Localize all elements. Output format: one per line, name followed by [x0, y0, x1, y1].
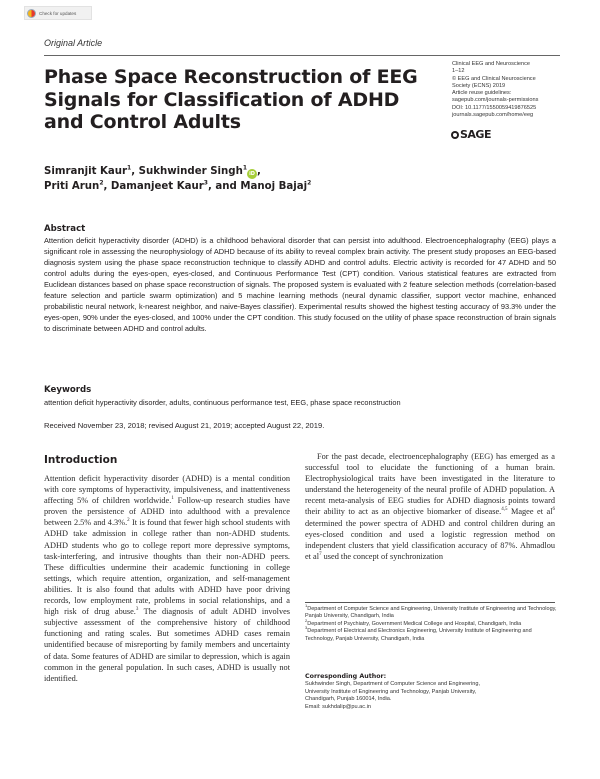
keywords-text: attention deficit hyperactivity disorder, adults, continuous performance test, EEG, phase space reconstruction [44, 398, 401, 407]
author-name: Simranjit Kaur [44, 166, 128, 177]
author-affiliation-marker: 2 [99, 179, 104, 187]
introduction-left-column [44, 473, 290, 684]
journal-home-link[interactable]: journals.sagepub.com/home/eeg [452, 112, 534, 119]
introduction-heading: Introduction [44, 454, 118, 466]
author-name: Manoj Bajaj [240, 181, 308, 192]
article-type-label: Original Article [44, 38, 103, 48]
body-text: Magee et al [507, 507, 553, 517]
reuse-guidelines-label: Article reuse guidelines: [452, 90, 512, 97]
author-name: Priti Arun [44, 181, 100, 192]
author-name: Sukhwinder Singh [138, 166, 243, 177]
affiliation-marker: 3 [305, 625, 308, 631]
corresponding-author-line: University Institute of Engineering and Technology, Panjab University, [305, 688, 477, 695]
citation-marker[interactable]: 7 [319, 552, 322, 558]
article-title: Phase Space Reconstruction of EEG Signals for Classification of ADHD and Control Adults [44, 66, 418, 133]
page-range: 1–12 [452, 68, 465, 75]
abstract-text: Attention deficit hyperactivity disorder (ADHD) is a childhood behavioral disorder that can persist into adulthood. Electroencephalography (EEG) plays a significant role in assessing the neurophysiology of ADHD because of its ability to reveal complex brain activity. The present study proposes an EEG-based diagnosis system using the phase space reconstruction technique to classify ADHD and control adults. Electric activity is recorded for 47 ADHD and 50 control adults during the eyes-open, eyes-closed, and Continuous Performance Test (CPT) condition. Various statistical features are extracted from Euclidean distances based on phase space reconstruction of signals. The proposed system is evaluated with 2 feature selection methods (correlation-based feature selection and particle swarm optimization) and 5 machine learning methods (neural dynamic classifier, support vector machine, enhanced probabilistic neural network, k-nearest neighbor, and naive-Bayes classifier). Experimental results showed the highest testing accuracy of 93.3% under the eyes-open, 90% under the eyes-closed, and 100% under the CPT condition. This study focused on the utility of phase space reconstruction of brain signals to discriminate between ADHD and control adults. [44, 236, 556, 334]
citation-marker[interactable]: 4,5 [501, 507, 508, 513]
corresponding-author-email[interactable]: Email: sukhdalip@pu.ac.in [305, 703, 371, 710]
author-affiliation-marker: 2 [307, 179, 312, 187]
body-text: used the concept of synchronization [321, 551, 443, 561]
author-list: Simranjit Kaur$^1$, Sukhwinder Singh$^1$iD , Priti Arun$^2$, Damanjeet Kaur$^3$, and Manoj Bajaj$^2$ [44, 164, 312, 192]
body-text: Attention deficit hyperactivity disorder (ADHD) is a mental condition with core symptoms of hyperactivity, impulsiveness, and inattentiveness affecting 5% of children worldwide. [44, 474, 290, 506]
copyright-line: © EEG and Clinical Neuroscience [452, 75, 536, 82]
corresponding-author-heading: Corresponding Author: [305, 673, 387, 680]
corresponding-author-details [305, 681, 557, 711]
citation-marker[interactable]: 3 [135, 607, 139, 613]
author-affiliation-marker: 1 [242, 164, 248, 172]
citation-marker[interactable]: 2 [127, 518, 130, 524]
affiliation-marker: 2 [305, 617, 308, 623]
check-for-updates-label: Check for updates [39, 10, 77, 16]
doi-link[interactable]: DOI: 10.1177/1550059419876525 [452, 104, 537, 111]
author-name: Damanjeet Kaur [110, 181, 204, 192]
corresponding-author-line: Chandigarh, Punjab 160014, India. [305, 696, 392, 703]
affiliation-text: Department of Electrical and Electronics Engineering, University Institute of Engineering and Technology, Panjab University, Chandigarh, India [305, 628, 532, 642]
received-dates: Received November 23, 2018; revised August 21, 2019; accepted August 22, 2019. [44, 421, 325, 430]
body-text: determined the power spectra of ADHD and control children during an eyes-closed condition and used a logistic regression method on independent clusters that yield classification accuracy of 87%. Ahmadlou et al [305, 518, 555, 561]
citation-marker[interactable]: 1 [171, 496, 174, 502]
author-affiliation-marker: 3 [203, 179, 208, 187]
permissions-link[interactable]: sagepub.com/journals-permissions [452, 97, 539, 104]
citation-marker[interactable]: 6 [552, 507, 555, 513]
keywords-heading: Keywords [44, 385, 92, 395]
author-affiliation-marker: 1 [127, 164, 132, 172]
affiliations [305, 603, 557, 643]
sage-logo-text: SAGE [460, 128, 491, 141]
sage-logo [451, 128, 491, 141]
journal-name: Clinical EEG and Neuroscience [452, 61, 531, 67]
abstract-heading: Abstract [44, 224, 86, 234]
sage-logo-icon [451, 131, 459, 139]
footnote-divider [305, 602, 555, 603]
corresponding-author-line: Sukhwinder Singh, Department of Computer Science and Engineering, [305, 681, 481, 687]
body-text: It is found that fewer high school students with ADHD take admission in college rather than non-ADHD students. ADHD students who go to college report more depressive symptoms, task-interfering, and intrusive thoughts than their non-ADHD peers. These difficulties undermine their academic functioning in college settings, which require attention, organization, and self-management abilities. It is also found that adults with ADHD have poor driving records, low employment rate, problems in social relationships, and a high risk of drug abuse. [44, 518, 291, 617]
body-text: For the past decade, electroencephalography (EEG) has emerged as a successful tool to elucidate the functioning of a human brain. Electrophysiological traits have been investigated in the literature to understand the heterogeneity of the neural profile of ADHD population. A recent meta-analysis of EEG studies for ADHD diagnosis points toward their ability to act as an objective biomarker of disease. [305, 452, 555, 517]
body-text: Follow-up research studies have proven the persistence of ADHD into adulthood with a prevalence between 2.5% and 4.3%. [44, 496, 290, 528]
affiliation-item [305, 603, 557, 621]
affiliation-item [305, 625, 557, 643]
affiliation-marker: 1 [305, 603, 308, 609]
crossmark-icon [27, 9, 36, 18]
journal-meta [452, 61, 592, 119]
affiliation-text: Department of Computer Science and Engineering, University Institute of Engineering and Technology, Panjab University, Chandigarh, India [305, 606, 557, 620]
introduction-right-column [305, 451, 555, 562]
copyright-society: Society (ECNS) 2019 [452, 82, 506, 89]
header-divider [44, 55, 560, 56]
orcid-icon[interactable]: iD [247, 169, 257, 179]
check-for-updates-badge[interactable] [24, 6, 92, 20]
body-text: The diagnosis of adult ADHD involves subjective assessment of the comprehensive history of childhood functioning and rating scales. But sometimes ADHD cases remain unidentified because of misreporting by family members and uncertainty of data. Some features of ADHD are similar to depression, which is again common in the general population. In such cases, ADHD is usually not identified. [44, 607, 291, 683]
affiliation-text: Department of Psychiatry, Government Medical College and Hospital, Chandigarh, India [307, 620, 522, 627]
